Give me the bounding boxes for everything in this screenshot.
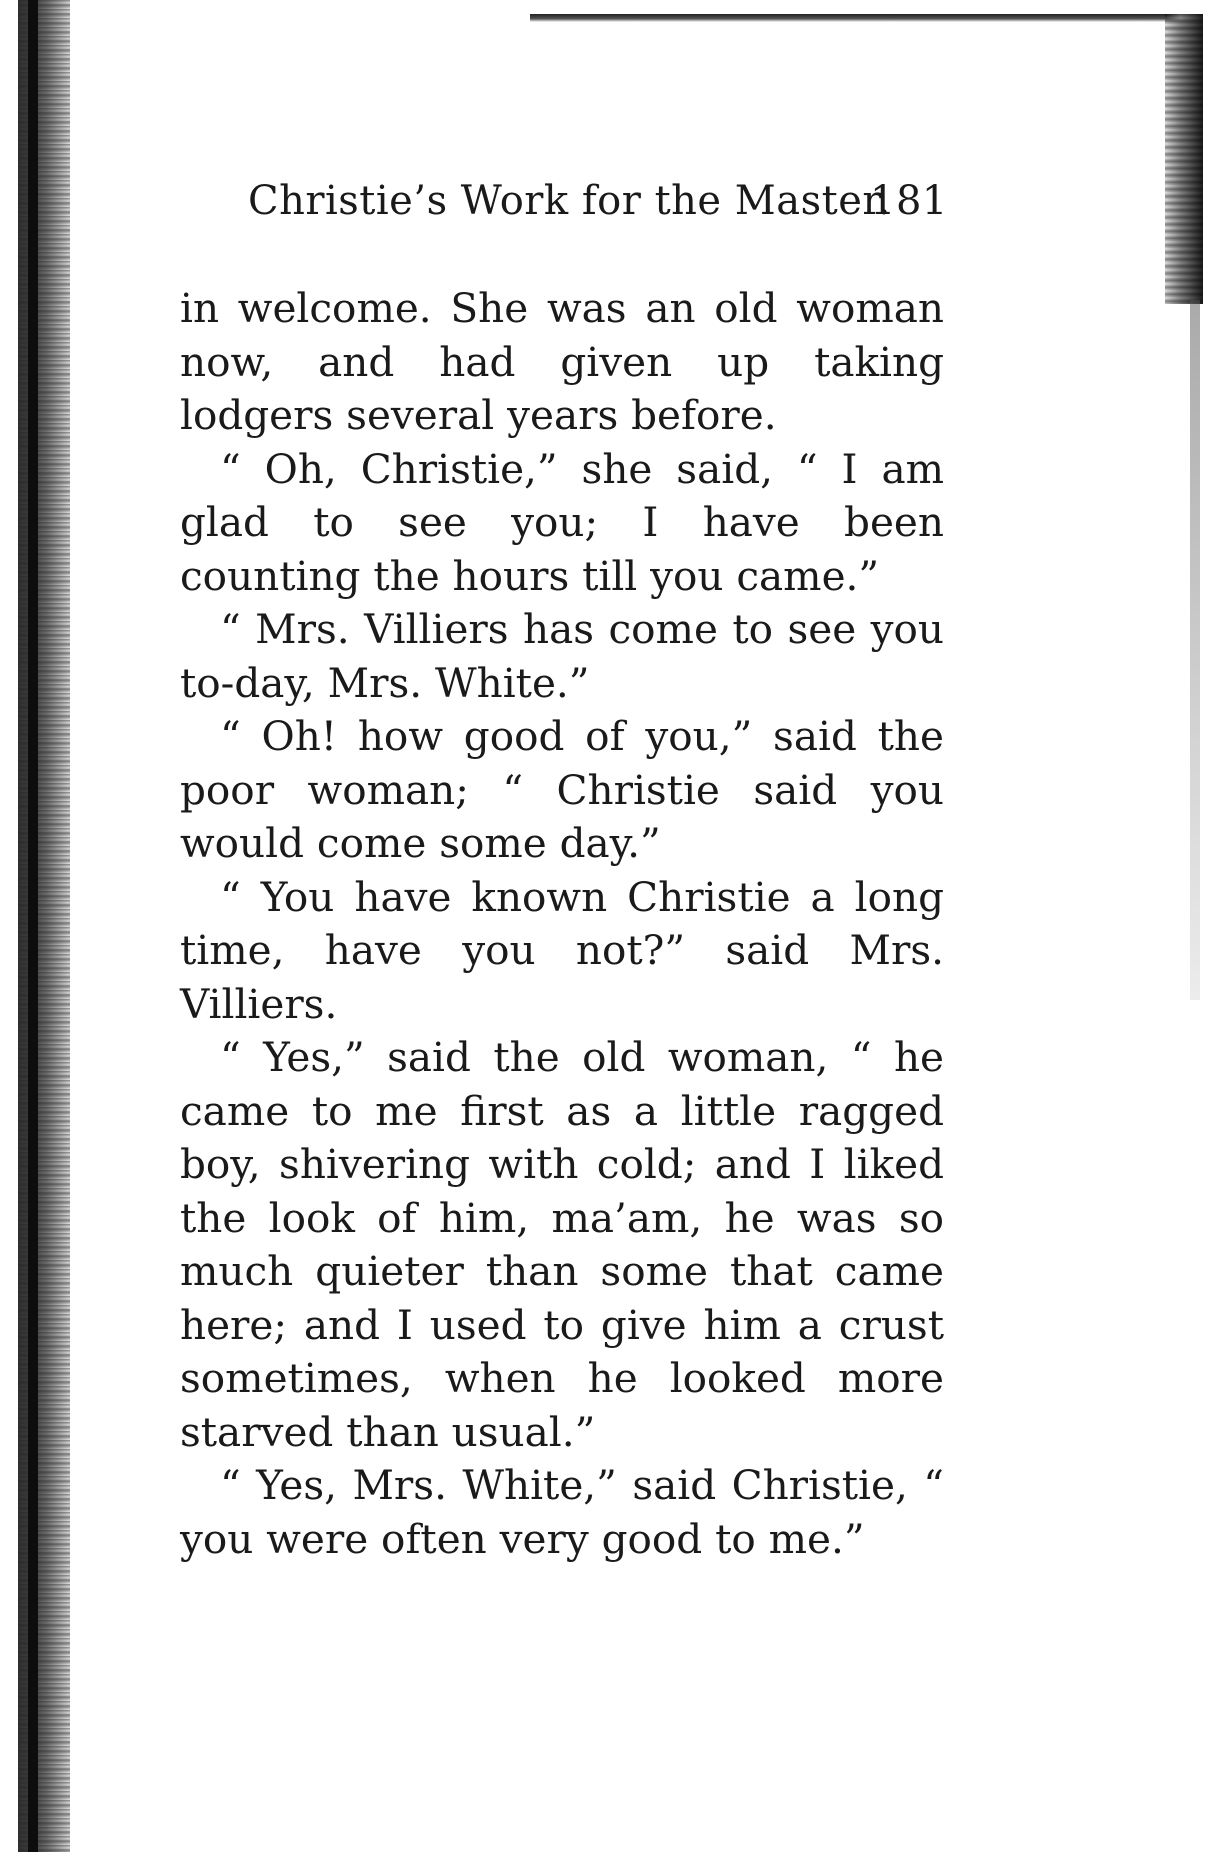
body-text xyxy=(180,282,944,1566)
page-number: 181 xyxy=(870,178,948,224)
paragraph: “ Yes,” said the old woman, “ he came to me first as a little ragged boy, shivering with cold; and I liked the look of him, ma’am, he was so much quieter than some that came here; and I used to give him a crust sometimes, when he looked more starved than usual.” xyxy=(180,1033,944,1456)
paragraph: “ Oh, Christie,” she said, “ I am glad to see you; I have been counting the hours till you came.” xyxy=(180,444,944,600)
paragraph: “ Yes, Mrs. White,” said Christie, “ you were often very good to me.” xyxy=(180,1461,944,1563)
paragraph: “ Mrs. Villiers has come to see you to-day, Mrs. White.” xyxy=(180,605,944,707)
running-head xyxy=(248,178,948,224)
running-head-title: Christie’s Work for the Master. xyxy=(248,178,891,224)
paragraph: “ You have known Christie a long time, have you not?” said Mrs. Villiers. xyxy=(180,872,944,1028)
paragraph: in welcome. She was an old woman now, and had given up taking lodgers several years before. xyxy=(180,284,944,439)
paragraph: “ Oh! how good of you,” said the poor woman; “ Christie said you would come some day.” xyxy=(180,712,944,867)
